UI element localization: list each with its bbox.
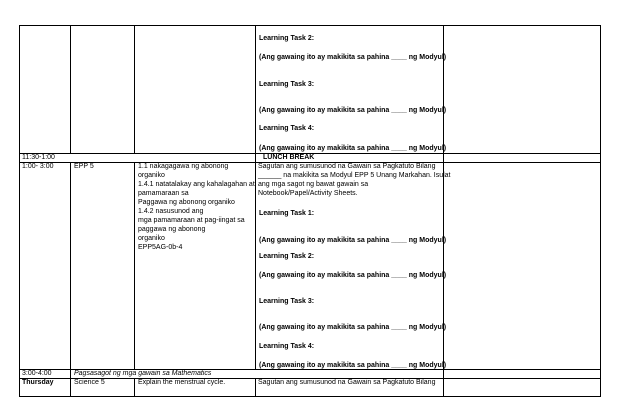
- thursday-competency-cell: Explain the menstrual cycle.: [138, 379, 226, 386]
- epp-time-cell: 1:00- 3:00: [22, 163, 54, 170]
- table-border-right: [600, 25, 601, 397]
- epp-competency-cell: [138, 162, 255, 252]
- learning-task-label: Learning Task 2:: [259, 253, 315, 260]
- column-divider-competency: [255, 25, 256, 369]
- learning-task-instruction: (Ang gawaing ito ay makikita sa pahina ____ ng Modyul): [259, 324, 447, 331]
- learning-task-instruction: (Ang gawaing ito ay makikita sa pahina ____ ng Modyul): [259, 107, 447, 114]
- epp-subject-cell: EPP 5: [74, 163, 94, 170]
- competency-line: paggawa ng abonong: [138, 226, 206, 233]
- lunch-break-label: LUNCH BREAK: [263, 154, 315, 161]
- learning-task-label: Learning Task 4:: [259, 343, 315, 350]
- instruction-line: Notebook/Papel/Activity Sheets.: [258, 190, 358, 197]
- column-divider-time: [70, 162, 71, 397]
- competency-line: 1.1 nakagagawa ng abonong: [138, 163, 229, 170]
- competency-line: organiko: [138, 172, 165, 179]
- column-divider-time: [70, 25, 71, 153]
- thursday-instruction-cell: Sagutan ang sumusunod na Gawain sa Pagkatuto Bilang: [258, 379, 436, 386]
- instruction-line: ang mga sagot ng bawat gawain sa: [258, 181, 369, 188]
- math-activity-cell: Pagsasagot ng mga gawain sa Mathematics: [74, 370, 212, 377]
- thursday-day-cell: Thursday: [22, 379, 54, 386]
- competency-line: mga pamamaraan at pag-iingat sa: [138, 217, 245, 224]
- competency-line: Paggawa ng abonong organiko: [138, 199, 235, 206]
- learning-task-instruction: (Ang gawaing ito ay makikita sa pahina ____ ng Modyul): [259, 237, 447, 244]
- column-divider-subject: [134, 378, 135, 397]
- competency-code: EPP5AG-0b-4: [138, 244, 183, 251]
- learning-task-label: Learning Task 1:: [259, 210, 315, 217]
- learning-task-label: Learning Task 3:: [259, 81, 315, 88]
- epp-instructions-cell: [258, 162, 450, 198]
- learning-task-label: Learning Task 3:: [259, 298, 315, 305]
- column-divider-subject: [134, 25, 135, 153]
- competency-line: 1.4.1 natatalakay ang kahalagahan at: [138, 181, 255, 188]
- lunch-time-cell: 11:30-1:00: [22, 154, 55, 161]
- instruction-line: ______ na makikita sa Modyul EPP 5 Unang Markahan. Isulat: [258, 172, 451, 179]
- column-divider-subject: [134, 162, 135, 369]
- column-divider-remarks: [443, 25, 444, 397]
- learning-task-instruction: (Ang gawaing ito ay makikita sa pahina ____ ng Modyul): [259, 54, 447, 61]
- competency-line: organiko: [138, 235, 165, 242]
- column-divider-competency: [255, 378, 256, 397]
- competency-line: pamamaraan sa: [138, 190, 189, 197]
- learning-task-instruction: (Ang gawaing ito ay makikita sa pahina ____ ng Modyul): [259, 145, 447, 152]
- learning-task-label: Learning Task 4:: [259, 125, 315, 132]
- learning-task-instruction: (Ang gawaing ito ay makikita sa pahina ____ ng Modyul): [259, 362, 447, 369]
- instruction-line: Sagutan ang sumusunod na Gawain sa Pagkatuto Bilang: [258, 163, 436, 170]
- thursday-subject-cell: Science 5: [74, 379, 105, 386]
- math-time-cell: 3:00-4:00: [22, 370, 52, 377]
- learning-task-instruction: (Ang gawaing ito ay makikita sa pahina ____ ng Modyul): [259, 272, 447, 279]
- table-border-bottom: [19, 396, 601, 397]
- learning-task-label: Learning Task 2:: [259, 35, 315, 42]
- competency-line: 1.4.2 nasusunod ang: [138, 208, 204, 215]
- table-border-top: [19, 25, 601, 26]
- table-border-left: [19, 25, 20, 397]
